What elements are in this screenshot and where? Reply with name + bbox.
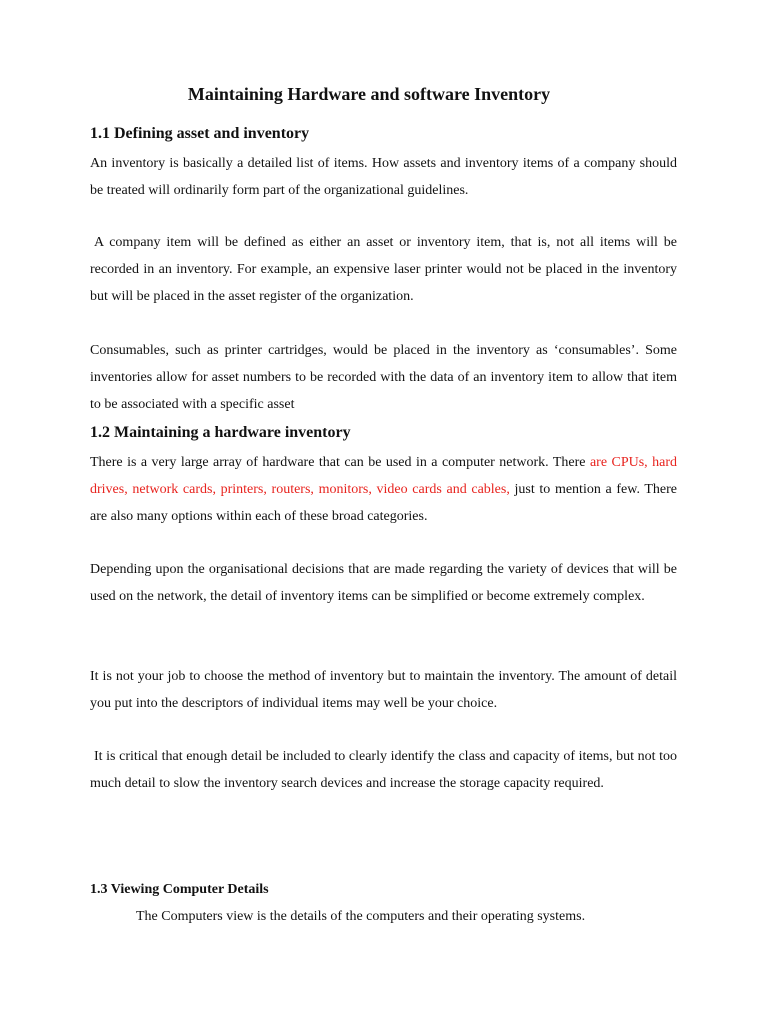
hardware-outro-text: just to mention a few. There are also many options within each of these broad categories. bbox=[90, 482, 677, 524]
paragraph-detail-level: It is critical that enough detail be included to clearly identify the class and capacity of items, but not too much detail to slow the inventory search devices and increase the storage capacity required. bbox=[90, 749, 677, 791]
paragraph-consumables: Consumables, such as printer cartridges, would be placed in the inventory as ‘consumables’. Some inventories allow for asset numbers to be recorded with the data of an inventory item to allow that item to be associated with a specific asset bbox=[90, 343, 677, 412]
paragraph-hardware-array bbox=[90, 449, 677, 530]
paragraph-computers-view: The Computers view is the details of the computers and their operating systems. bbox=[136, 909, 586, 924]
paragraph-maintain-inventory: It is not your job to choose the method of inventory but to maintain the inventory. The amount of detail you put into the descriptors of individual items may well be your choice. bbox=[90, 669, 677, 711]
document-title: Maintaining Hardware and software Inventory bbox=[187, 84, 551, 104]
hardware-list-highlight: are CPUs, hard drives, network cards, printers, routers, monitors, video cards and cables, bbox=[90, 455, 677, 497]
section-heading-1-1: 1.1 Defining asset and inventory bbox=[90, 125, 310, 142]
section-heading-1-2: 1.2 Maintaining a hardware inventory bbox=[90, 424, 351, 441]
hardware-intro-text: There is a very large array of hardware that can be used in a computer network. There bbox=[90, 455, 590, 470]
paragraph-organisational-decisions: Depending upon the organisational decisions that are made regarding the variety of devices that will be used on the network, the detail of inventory items can be simplified or become extremely complex. bbox=[90, 562, 677, 604]
paragraph-inventory-definition: An inventory is basically a detailed list of items. How assets and inventory items of a company should be treated will ordinarily form part of the organizational guidelines. bbox=[90, 156, 677, 198]
section-heading-1-3: 1.3 Viewing Computer Details bbox=[90, 882, 269, 897]
paragraph-asset-vs-inventory: A company item will be defined as either an asset or inventory item, that is, not all items will be recorded in an inventory. For example, an expensive laser printer would not be placed in the inventory but will be placed in the asset register of the organization. bbox=[90, 235, 677, 304]
